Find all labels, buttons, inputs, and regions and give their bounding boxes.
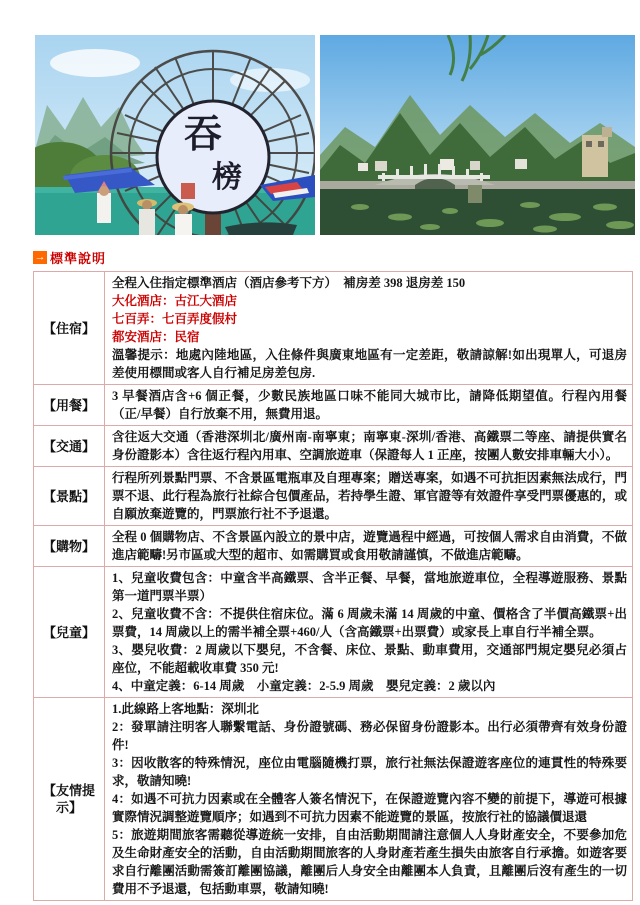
children-item-3: 3、嬰兒收費：2 周歲以下嬰兒，不含餐、床位、景點、動車費用，交通部門規定嬰兒必須占座位，不能超載收車費 350 元!	[112, 643, 627, 675]
table-row-tips	[34, 698, 633, 901]
children-item-2: 2、兒童收費不含：不提供住宿床位。滿 6 周歲未滿 14 周歲的中童、價格含了半價高鐵票+出票費，14 周歲以上的需半補全票+460/人（含高鐵票+出票費）或家長上車自行半補全票。	[112, 607, 627, 639]
karst-village-photo	[320, 35, 635, 235]
accommodation-line: 全程入住指定標準酒店（酒店參考下方） 補房差 398 退房差 150	[112, 276, 466, 290]
meals-text: 3 早餐酒店含+6 個正餐，少數民族地區口味不能同大城市比，請降低期望值。行程內用餐（正/早餐）自行放棄不用，無費用退。	[112, 389, 627, 421]
children-item-4: 4、中童定義：6-14 周歲 小童定義：2-5.9 周歲 嬰兒定義：2 歲以內	[112, 679, 496, 693]
accommodation-note: 溫馨提示：地處內陸地區，入住條件與廣東地區有一定差距，敬請諒解!如出現單人，可退房差使用標間或客人自行補足房差包房.	[112, 348, 627, 380]
tips-item-1: 1.此線路上客地點：深圳北	[112, 702, 259, 716]
row-label-attractions: 【景點】	[34, 467, 105, 526]
hotel-dahua: 大化酒店：古江大酒店	[112, 294, 238, 308]
tips-item-5: 5：旅遊期間旅客需聽從導遊統一安排，自由活動期間請注意個人人身財產安全，不要參加危及生命財產安全的活動，自由活動期間旅客的人身財產若產生損失由旅客自行承擔。如遊客要求自行離團活動需簽訂離團協議，離團后人身安全由離團本人負責，且離團后沒有產生的一切費用不予退還，包括動車票，敬請知曉!	[112, 828, 627, 896]
table-row-children	[34, 567, 633, 698]
row-label-accommodation: 【住宿】	[34, 272, 105, 385]
hotel-qibailong: 七百弄：七百弄度假村	[112, 312, 238, 326]
red-seal	[181, 183, 195, 199]
table-row-meals	[34, 385, 633, 426]
shopping-text: 全程 0 個購物店、不含景區內設立的景中店，遊覽過程中經過，可按個人需求自由消費，不做進店範疇!另市區或大型的超市、如需購買或食用敬請謹慎，不做進店範疇。	[112, 530, 627, 562]
tips-item-4: 4：如遇不可抗力因素或在全體客人簽名情況下，在保證遊覽內容不變的前提下，導遊可根據實際情況調整遊覽順序；如遇到不可抗力因素不能遊覽的景區，按旅行社的協議價退還	[112, 792, 627, 824]
row-label-shopping: 【購物】	[34, 526, 105, 567]
row-label-transport: 【交通】	[34, 426, 105, 467]
children-item-1: 1、兒童收費包含：中童含半高鐵票、含半正餐、早餐，當地旅遊車位，全程導遊服務、景點第一道門票半票）	[112, 571, 627, 603]
table-row-attractions	[34, 467, 633, 526]
row-label-meals: 【用餐】	[34, 385, 105, 426]
standard-description-table	[33, 271, 633, 901]
arrow-right-icon: →	[34, 251, 46, 263]
waterwheel-river-photo	[35, 35, 315, 235]
row-label-tips: 【友情提示】	[34, 698, 105, 901]
table-row-transport	[34, 426, 633, 467]
section-title: 標準說明	[50, 251, 107, 266]
photo-strip	[0, 0, 640, 235]
hotel-duan: 都安酒店：民宿	[112, 330, 200, 344]
tips-item-2: 2：發單請注明客人聯繫電話、身份證號碼、務必保留身份證影本。出行必須帶齊有效身份證件!	[112, 720, 627, 752]
section-header	[33, 248, 640, 267]
transport-text: 含往返大交通（香港深圳北/廣州南-南寧東；南寧東-深圳/香港、高鐵票二等座、請提供實名身份證影本）含往返行程內用車、空調旅遊車（保證每人 1 正座，按團人數安排車輛大小）。	[112, 430, 627, 462]
attractions-text: 行程所列景點門票、不含景區電瓶車及自理專案；贈送專案，如遇不可抗拒因素無法成行，門票不退、此行程為旅行社綜合包價產品，若持學生證、軍官證等有效證件享受門票優惠的，或自願放棄遊覽的，門票旅行社不予退還。	[112, 471, 627, 521]
sign-char-1: 吞	[183, 114, 223, 156]
table-row-shopping	[34, 526, 633, 567]
row-label-children: 【兒童】	[34, 567, 105, 698]
tips-item-3: 3：因收散客的特殊情況，座位由電腦隨機打票，旅行社無法保證遊客座位的連貫性的特殊要求，敬請知曉!	[112, 756, 627, 788]
table-row-accommodation	[34, 272, 633, 385]
sign-char-2: 榜	[212, 161, 242, 194]
